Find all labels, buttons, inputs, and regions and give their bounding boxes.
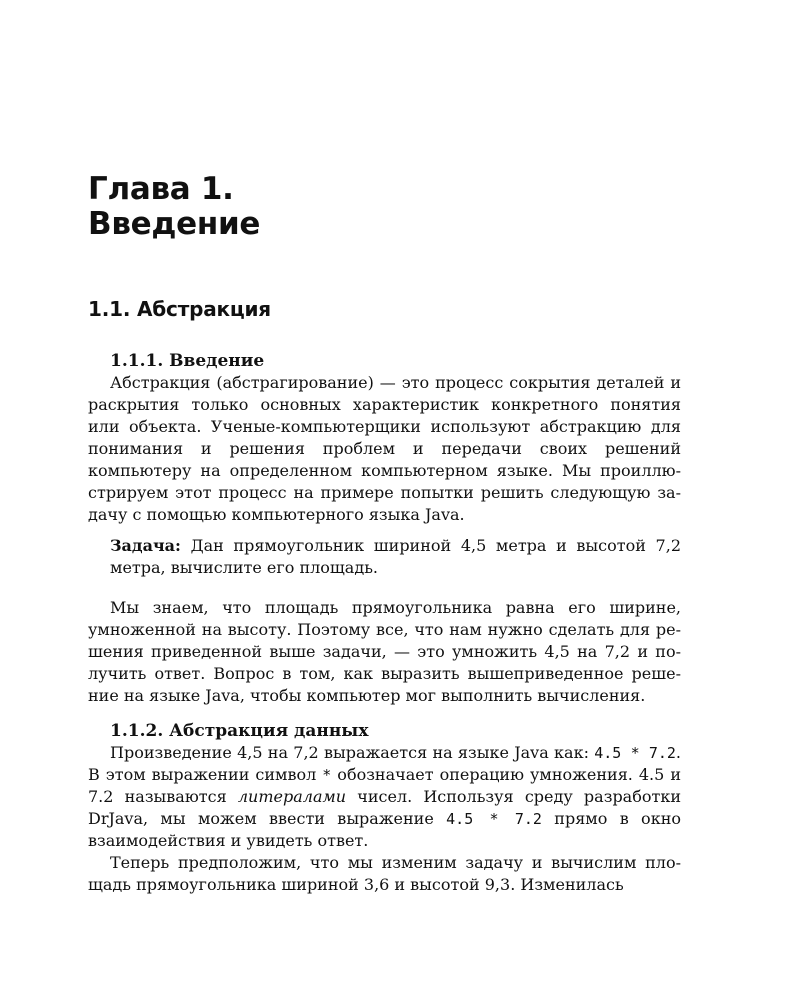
paragraph-java-expression: [88, 742, 681, 852]
section-title: 1.1. Абстракция: [88, 297, 271, 321]
text-segment: обозначает операцию умножения. 4.5 и 7.2 называются: [88, 765, 681, 806]
subsection-title-intro: 1.1.1. Введение: [110, 351, 265, 371]
subsection-title-data-abstraction: 1.1.2. Абстракция данных: [110, 721, 369, 741]
paragraph-new-rectangle: Теперь предположим, что мы изменим задачу и вычислим площадь прямоугольника шириной 3,6 и высотой 9,3. Изменилась: [88, 853, 681, 894]
text-segment: чисел. Используя среду разработки DrJava, мы можем ввести выражение: [88, 787, 681, 828]
chapter-number: Глава 1.: [88, 171, 234, 207]
chapter-title: [88, 172, 260, 242]
task-statement: [110, 535, 681, 579]
text-segment: прямо в окно взаимодействия и увидеть ответ.: [88, 809, 681, 850]
emphasis-literals: литералами: [237, 787, 347, 806]
text-segment: Произведение 4,5 на 7,2 выражается на языке Java как:: [110, 743, 595, 762]
code-expression: 4.5 * 7.2: [446, 810, 542, 828]
text-segment: . В этом выражении символ: [88, 743, 682, 784]
paragraph-area-explanation: Мы знаем, что площадь прямоугольника равна его ширине, умноженной на высоту. Поэтому все, что нам нужно сделать для решения приведенной выше задачи, — это умножить 4,5 на 7,2 и получить ответ. Вопрос в том, как выразить вышеприведенное решение на языке Java, чтобы компьютер мог выполнить вычисления.: [88, 598, 681, 705]
task-label: Задача:: [110, 536, 181, 555]
code-expression: 4.5 * 7.2: [594, 744, 676, 762]
task-text: Дан прямоугольник шириной 4,5 метра и высотой 7,2 метра, вычислите его площадь.: [110, 536, 681, 577]
paragraph-abstraction-definition: Абстракция (абстрагирование) — это процесс сокрытия деталей и раскрытия только основных характеристик конкретного понятия или объекта. Ученые-компьютерщики используют абстракцию для понимания и решения проблем и передачи своих решений компьютеру на определенном компьютерном языке. Мы проиллюстрируем этот процесс на примере попытки решить следующую задачу с помощью компьютерного языка Java.: [88, 373, 681, 524]
code-operator: *: [322, 766, 332, 784]
chapter-name: Введение: [88, 206, 261, 242]
